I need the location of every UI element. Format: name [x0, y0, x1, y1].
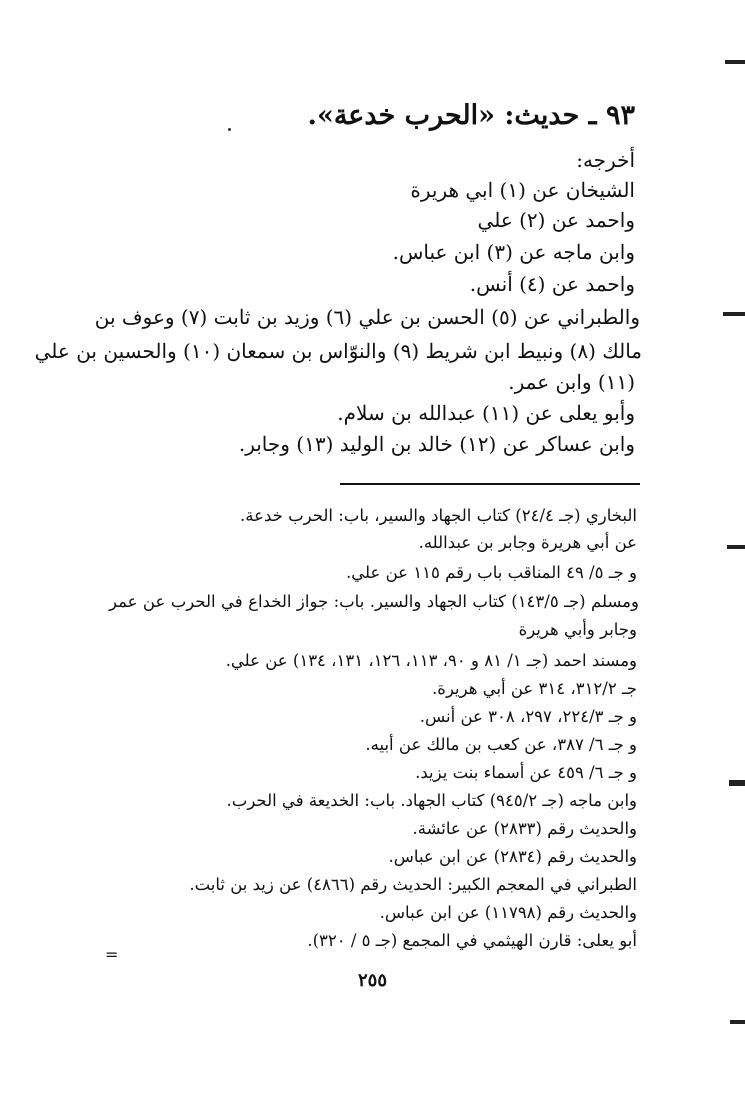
body-line-1: الشيخان عن (١) ابي هريرة — [410, 178, 635, 202]
body-line-4: واحمد عن (٤) أنس. — [469, 272, 635, 296]
footnote-15: والحديث رقم (١١٧٩٨) عن ابن عباس. — [379, 903, 637, 922]
footnote-5: وجابر وأبي هريرة — [518, 620, 637, 639]
footnote-10: و جـ ٦/ ٤٥٩ عن أسماء بنت يزيد. — [415, 763, 637, 782]
footnote-2: عن أبي هريرة وجابر بن عبدالله. — [418, 533, 637, 552]
body-line-5: والطبراني عن (٥) الحسن بن علي (٦) وزيد بن ثابت (٧) وعوف بن — [94, 305, 640, 329]
hadith-heading: ٩٣ ـ حديث: «الحرب خدعة». — [307, 100, 635, 131]
body-line-2: واحمد عن (٢) علي — [477, 208, 635, 232]
footnote-11: وابن ماجه (جـ ٩٤٥/٢) كتاب الجهاد. باب: الخديعة في الحرب. — [226, 791, 637, 810]
body-line-8: وأبو يعلى عن (١١) عبدالله بن سلام. — [337, 401, 635, 425]
footnote-12: والحديث رقم (٢٨٣٣) عن عائشة. — [412, 819, 637, 838]
scan-edge-mark — [729, 780, 745, 786]
footnote-8: و جـ ٢٢٤/٣، ٢٩٧، ٣٠٨ عن أنس. — [419, 707, 637, 726]
footnote-3: و جـ ٥/ ٤٩ المناقب باب رقم ١١٥ عن علي. — [346, 563, 637, 582]
margin-equals-mark: = — [105, 945, 119, 964]
page-number: ٢٥٥ — [357, 970, 387, 991]
scan-speck — [228, 128, 231, 131]
scan-edge-mark — [730, 1020, 745, 1024]
body-line-9: وابن عساكر عن (١٢) خالد بن الوليد (١٣) وجابر. — [238, 432, 635, 456]
footnote-1: البخاري (جـ ٢٤/٤) كتاب الجهاد والسير، باب: الحرب خدعة. — [240, 506, 637, 525]
footnote-13: والحديث رقم (٢٨٣٤) عن ابن عباس. — [388, 847, 637, 866]
body-line-7: (١١) وابن عمر. — [508, 370, 635, 394]
scan-edge-mark — [725, 60, 745, 64]
body-line-3: وابن ماجه عن (٣) ابن عباس. — [392, 240, 635, 264]
footnote-16: أبو يعلى: قارن الهيثمي في المجمع (جـ ٥ / ٣٢٠). — [307, 931, 637, 950]
body-line-6: مالك (٨) ونبيط ابن شريط (٩) والنوّاس بن سمعان (١٠) والحسين بن علي — [34, 339, 642, 363]
body-intro: أخرجه: — [576, 148, 635, 172]
footnote-4: ومسلم (جـ ١٤٣/٥) كتاب الجهاد والسير. باب: جواز الخداع في الحرب عن عمر — [109, 592, 639, 611]
footnote-separator — [340, 483, 640, 485]
footnote-6: ومسند احمد (جـ ١/ ٨١ و ٩٠، ١١٣، ١٢٦، ١٣١، ١٣٤) عن علي. — [225, 651, 637, 670]
footnote-9: و جـ ٦/ ٣٨٧، عن كعب بن مالك عن أبيه. — [365, 735, 637, 754]
footnote-7: جـ ٣١٢/٢، ٣١٤ عن أبي هريرة. — [432, 679, 637, 698]
footnote-14: الطبراني في المعجم الكبير: الحديث رقم (٤٨٦٦) عن زيد بن ثابت. — [189, 875, 637, 894]
scan-edge-mark — [727, 545, 745, 549]
scan-edge-mark — [723, 312, 745, 316]
